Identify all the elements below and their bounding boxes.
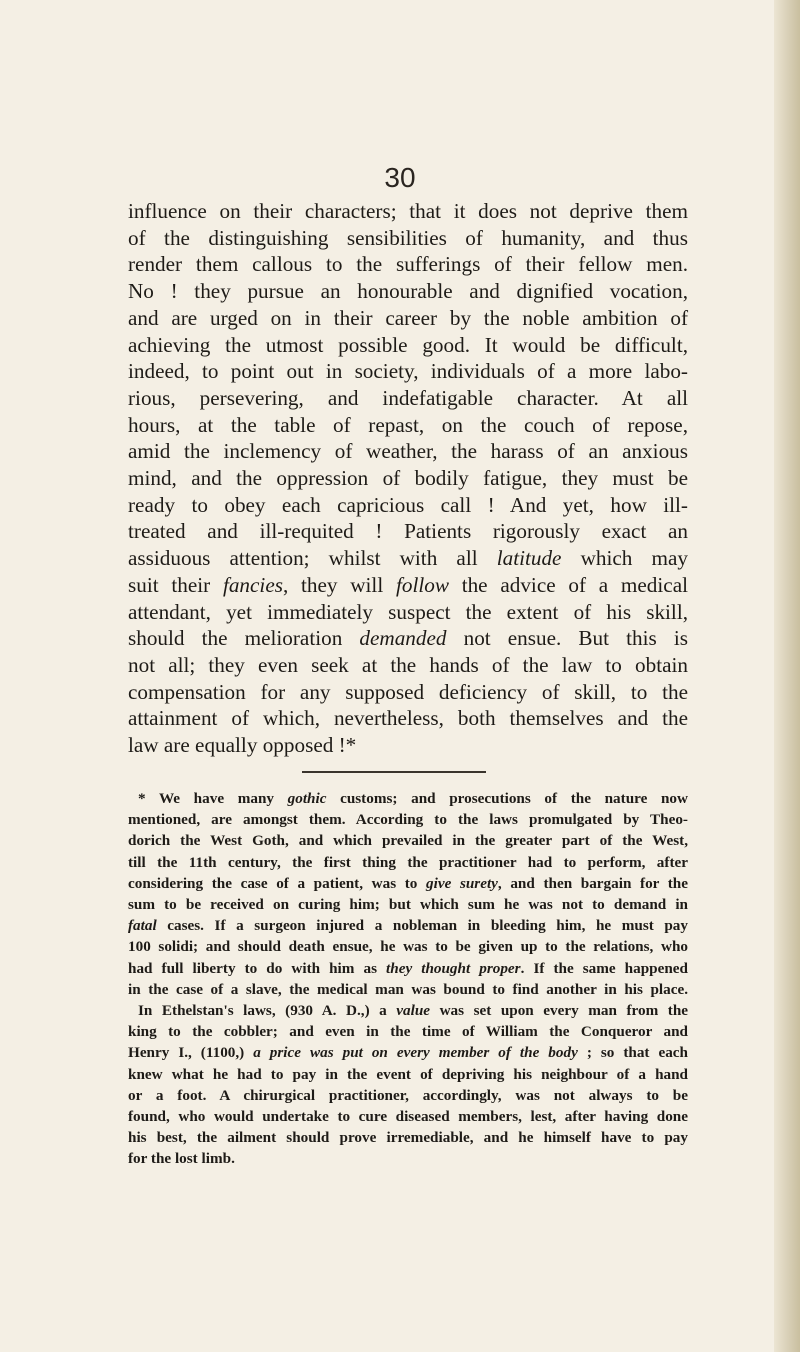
body-line: hours, at the table of repast, on the couch of repose, xyxy=(128,412,688,437)
footnote-paragraph xyxy=(128,1000,688,1170)
body-line: amid the inclemency of weather, the harass of an anxious xyxy=(128,439,688,464)
footnote-line: his best, the ailment should prove irremediable, and he himself have to pay xyxy=(128,1129,688,1147)
page-edge xyxy=(774,0,800,1352)
footnote-line: Henry I., (1100,) a price was put on every member of the body ; so that each xyxy=(128,1044,688,1062)
body-line: of the distinguishing sensibilities of humanity, and thus xyxy=(128,225,688,250)
body-line: suit their fancies, they will follow the advice of a medical xyxy=(128,572,688,597)
footnote-line: sum to be received on curing him; but which sum he was not to demand in xyxy=(128,896,688,914)
body-line: law are equally opposed !* xyxy=(128,733,357,758)
body-line: treated and ill-requited ! Patients rigorously exact an xyxy=(128,519,688,544)
footnote-line: considering the case of a patient, was to give surety, and then bargain for the xyxy=(128,874,688,892)
body-line: compensation for any supposed deficiency of skill, to the xyxy=(128,679,688,704)
footnote-line: 100 solidi; and should death ensue, he was to be given up to the relations, who xyxy=(128,938,688,956)
body-line: assiduous attention; whilst with all latitude which may xyxy=(128,546,688,571)
footnote-line: till the 11th century, the first thing the practitioner had to perform, after xyxy=(128,853,688,871)
footnote-line: mentioned, are amongst them. According to the laws promulgated by Theo- xyxy=(128,811,688,829)
footnote-line: in the case of a slave, the medical man was bound to find another in his place. xyxy=(128,980,688,998)
body-line: rious, persevering, and indefatigable character. At all xyxy=(128,385,688,410)
body-line: render them callous to the sufferings of their fellow men. xyxy=(128,252,688,277)
body-line: attendant, yet immediately suspect the extent of his skill, xyxy=(128,599,688,624)
footnote-divider xyxy=(302,771,486,773)
body-line: attainment of which, nevertheless, both themselves and the xyxy=(128,706,688,731)
body-text xyxy=(128,198,688,759)
footnote-line: or a foot. A chirurgical practitioner, accordingly, was not always to be xyxy=(128,1086,688,1104)
footnote-line: dorich the West Goth, and which prevailed in the greater part of the West, xyxy=(128,832,688,850)
footnote-line: found, who would undertake to cure diseased members, lest, after having done xyxy=(128,1108,688,1126)
footnote-line: knew what he had to pay in the event of depriving his neighbour of a hand xyxy=(128,1065,688,1083)
footnote-line: king to the cobbler; and even in the time of William the Conqueror and xyxy=(128,1023,688,1041)
body-line: indeed, to point out in society, individuals of a more labo- xyxy=(128,359,688,384)
body-line: not all; they even seek at the hands of the law to obtain xyxy=(128,652,688,677)
body-line: influence on their characters; that it does not deprive them xyxy=(128,199,688,223)
body-line: should the melioration demanded not ensue. But this is xyxy=(128,626,688,651)
footnote-line: had full liberty to do with him as they thought proper. If the same happened xyxy=(128,959,688,977)
footnote-line: * We have many gothic customs; and prosecutions of the nature now xyxy=(138,790,688,807)
footnote-line: for the lost limb. xyxy=(128,1150,235,1168)
body-line: mind, and the oppression of bodily fatigue, they must be xyxy=(128,466,688,491)
body-line: ready to obey each capricious call ! And yet, how ill- xyxy=(128,492,688,517)
body-line: No ! they pursue an honourable and dignified vocation, xyxy=(128,279,688,304)
body-line: and are urged on in their career by the noble ambition of xyxy=(128,305,688,330)
body-line: achieving the utmost possible good. It would be difficult, xyxy=(128,332,688,357)
page-number: 30 xyxy=(384,162,416,193)
footnote xyxy=(128,788,688,1170)
footnote-line: fatal cases. If a surgeon injured a nobleman in bleeding him, he must pay xyxy=(128,917,688,935)
footnote-paragraph xyxy=(128,788,688,1000)
footnote-line: In Ethelstan's laws, (930 A. D.,) a value was set upon every man from the xyxy=(138,1002,689,1020)
